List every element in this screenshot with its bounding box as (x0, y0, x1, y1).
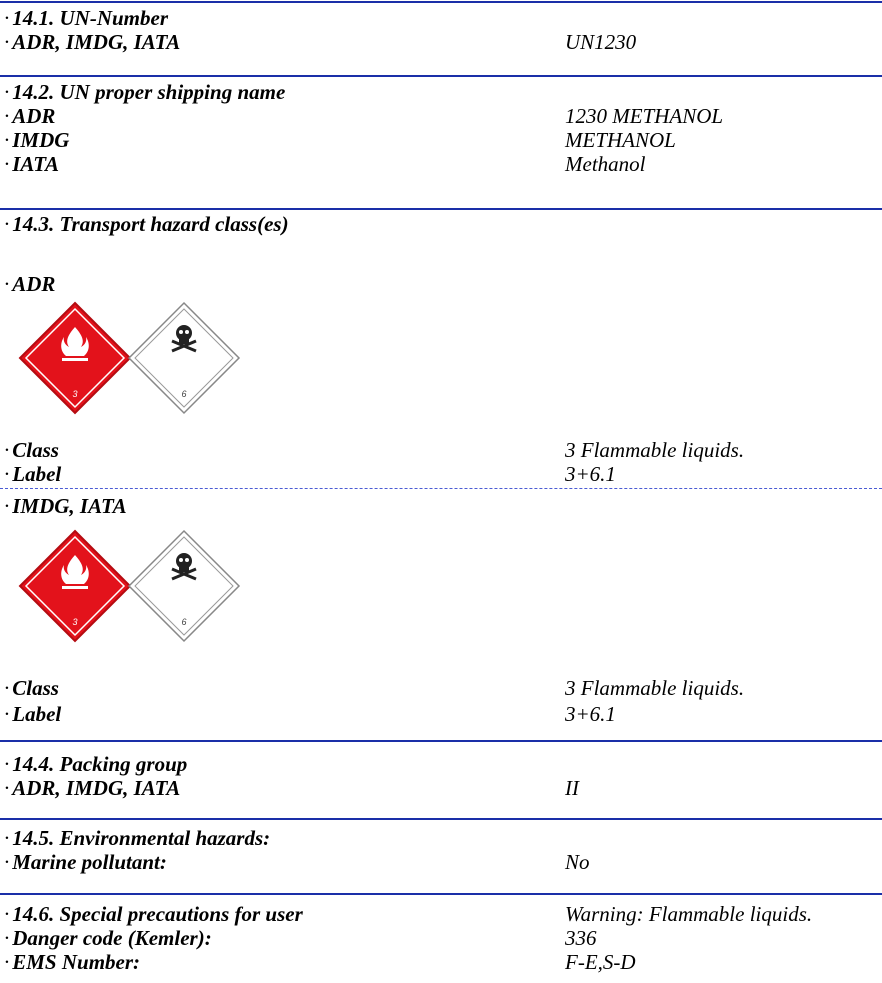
toxic-skull-diamond-icon (127, 529, 241, 643)
imdg-iata-label-label: · Label (4, 702, 62, 726)
un-number-label: · ADR, IMDG, IATA (4, 30, 181, 54)
flammable-liquid-diamond-icon (18, 301, 132, 415)
imdg-iata-label-value: 3+6.1 (565, 702, 616, 726)
adr-label-value: 3+6.1 (565, 462, 616, 486)
un-number-value: UN1230 (565, 30, 637, 54)
marine-pollutant-value: No (565, 850, 590, 874)
section-divider (0, 75, 882, 77)
shipping-name-adr-label: · ADR (4, 104, 56, 128)
kemler-code-label: · Danger code (Kemler): (4, 926, 212, 950)
section-14-6-title: · 14.6. Special precautions for user (4, 902, 303, 926)
shipping-name-imdg-label: · IMDG (4, 128, 70, 152)
toxic-skull-diamond-icon (127, 301, 241, 415)
imdg-iata-class-value: 3 Flammable liquids. (565, 676, 745, 700)
ems-number-label: · EMS Number: (4, 950, 141, 974)
section-14-1-title: · 14.1. UN-Number (4, 6, 168, 30)
ems-number-value: F-E,S-D (565, 950, 636, 974)
shipping-name-iata-label: · IATA (4, 152, 59, 176)
shipping-name-iata-value: Methanol (565, 152, 646, 176)
adr-heading: · ADR (4, 272, 56, 296)
svg-text:3: 3 (72, 389, 78, 399)
special-precautions-value: Warning: Flammable liquids. (565, 902, 813, 926)
section-14-5-title: · 14.5. Environmental hazards: (4, 826, 271, 850)
adr-class-value: 3 Flammable liquids. (565, 438, 745, 462)
svg-text:6: 6 (181, 617, 187, 627)
section-divider (0, 1, 882, 3)
subsection-divider (0, 488, 882, 489)
packing-group-label: · ADR, IMDG, IATA (4, 776, 181, 800)
packing-group-value: II (565, 776, 579, 800)
section-divider (0, 893, 882, 895)
kemler-code-value: 336 (565, 926, 597, 950)
marine-pollutant-label: · Marine pollutant: (4, 850, 167, 874)
svg-text:3: 3 (72, 617, 78, 627)
adr-pictograms (18, 301, 258, 417)
adr-class-label: · Class (4, 438, 59, 462)
section-14-2-title: · 14.2. UN proper shipping name (4, 80, 286, 104)
flammable-liquid-diamond-icon (18, 529, 132, 643)
imdg-iata-class-label: · Class (4, 676, 59, 700)
section-divider (0, 818, 882, 820)
svg-text:6: 6 (181, 389, 187, 399)
section-14-3-title: · 14.3. Transport hazard class(es) (4, 212, 289, 236)
imdg-iata-heading: · IMDG, IATA (4, 494, 127, 518)
section-divider (0, 740, 882, 742)
section-14-4-title: · 14.4. Packing group (4, 752, 188, 776)
imdg-iata-pictograms (18, 529, 258, 645)
section-divider (0, 208, 882, 210)
adr-label-label: · Label (4, 462, 62, 486)
shipping-name-imdg-value: METHANOL (565, 128, 676, 152)
shipping-name-adr-value: 1230 METHANOL (565, 104, 724, 128)
